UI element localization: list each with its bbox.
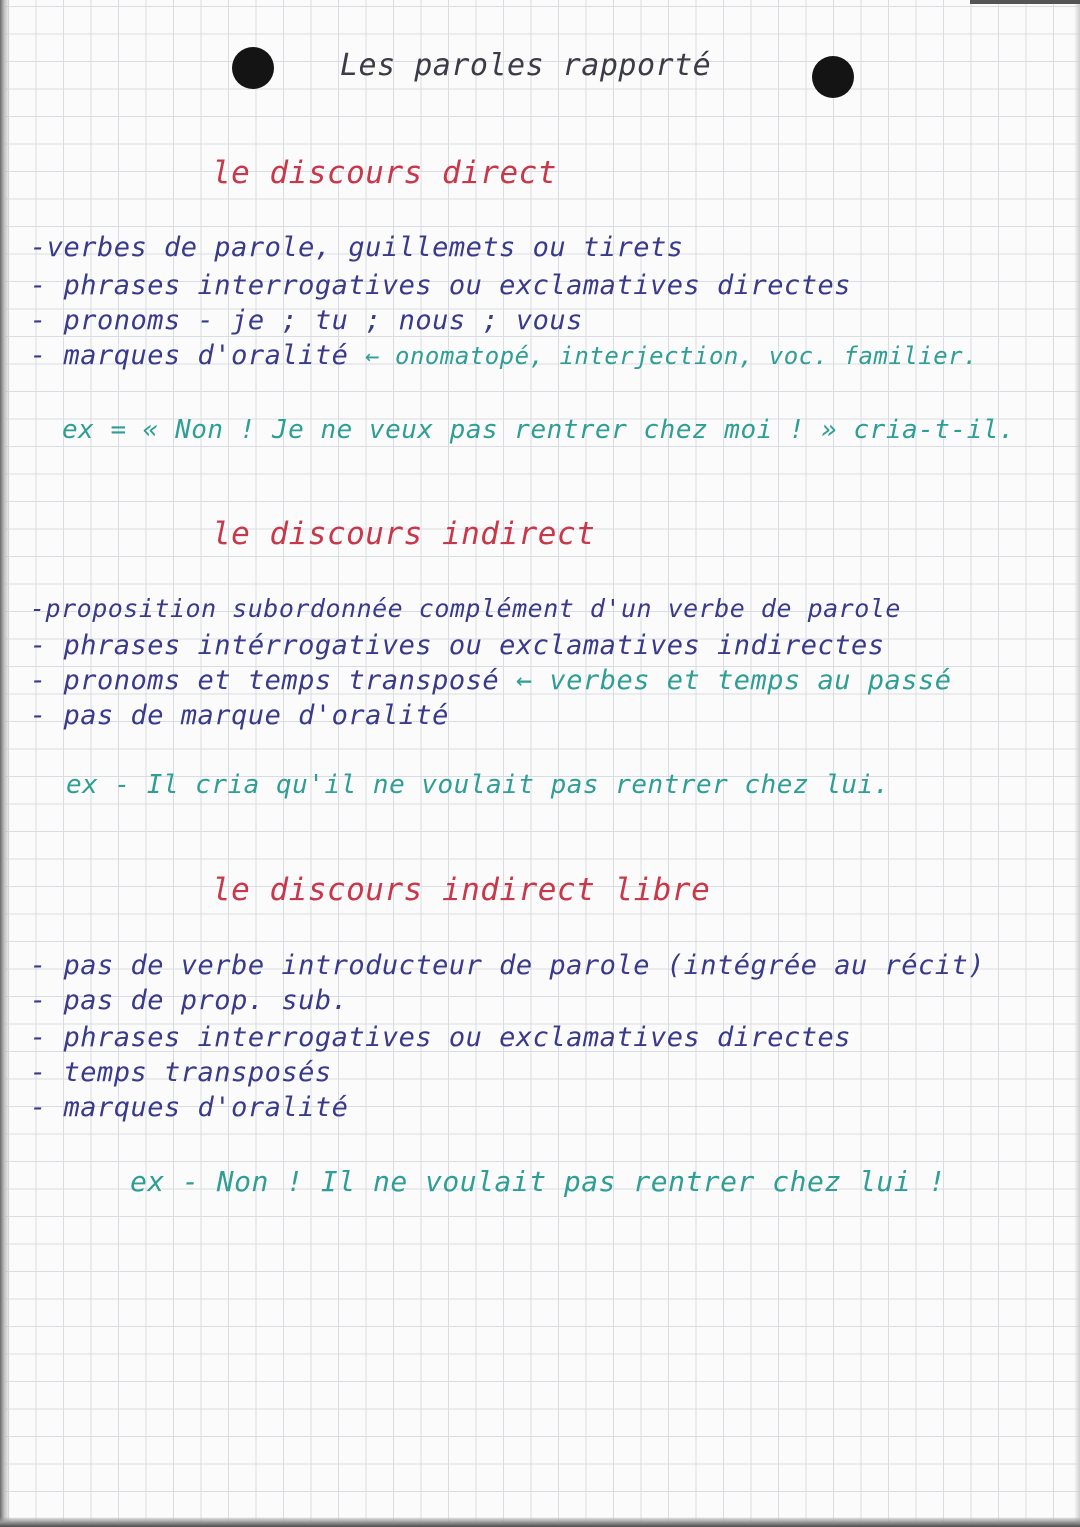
list-item: - pas de marque d'oralité xyxy=(30,700,449,731)
list-item-main: - marques d'oralité xyxy=(30,340,349,371)
punch-hole-left xyxy=(232,47,274,89)
example-indirect: ex - Il cria qu'il ne voulait pas rentrer chez lui. xyxy=(66,770,890,800)
list-item-annotation: ← onomatopé, interjection, voc. familier. xyxy=(365,342,979,370)
list-item: - phrases intérrogatives ou exclamatives indirectes xyxy=(30,630,885,661)
list-item: -proposition subordonnée complément d'un verbe de parole xyxy=(30,594,901,623)
list-item: - temps transposés xyxy=(30,1057,332,1088)
list-item: - pronoms - je ; tu ; nous ; vous xyxy=(30,305,583,336)
list-item: - pas de verbe introducteur de parole (intégrée au récit) xyxy=(30,950,986,981)
page-title: Les paroles rapporté xyxy=(340,48,712,83)
page-top-edge xyxy=(970,0,1080,4)
section-heading-indirect-libre: le discours indirect libre xyxy=(212,872,711,908)
list-item: -verbes de parole, guillemets ou tirets xyxy=(30,232,684,263)
example-direct: ex = « Non ! Je ne veux pas rentrer chez moi ! » cria-t-il. xyxy=(62,415,1016,445)
page-left-edge xyxy=(0,0,10,1527)
list-item: - marques d'oralité xyxy=(30,1092,349,1123)
page-right-edge xyxy=(1074,0,1080,1527)
list-item-annotation: ← verbes et temps au passé xyxy=(515,665,952,696)
section-heading-indirect: le discours indirect xyxy=(212,516,596,552)
list-item: - phrases interrogatives ou exclamatives directes xyxy=(30,1022,852,1053)
list-item: - phrases interrogatives ou exclamatives directes xyxy=(30,270,852,301)
list-item-main: - pronoms et temps transposé xyxy=(30,665,500,696)
punch-hole-right xyxy=(812,56,854,98)
page-bottom-edge xyxy=(0,1517,1080,1527)
list-item xyxy=(30,665,952,696)
example-indirect-libre: ex - Non ! Il ne voulait pas rentrer chez lui ! xyxy=(130,1165,946,1198)
section-heading-direct: le discours direct xyxy=(212,155,557,191)
list-item: - pas de prop. sub. xyxy=(30,985,349,1016)
list-item xyxy=(30,340,978,371)
